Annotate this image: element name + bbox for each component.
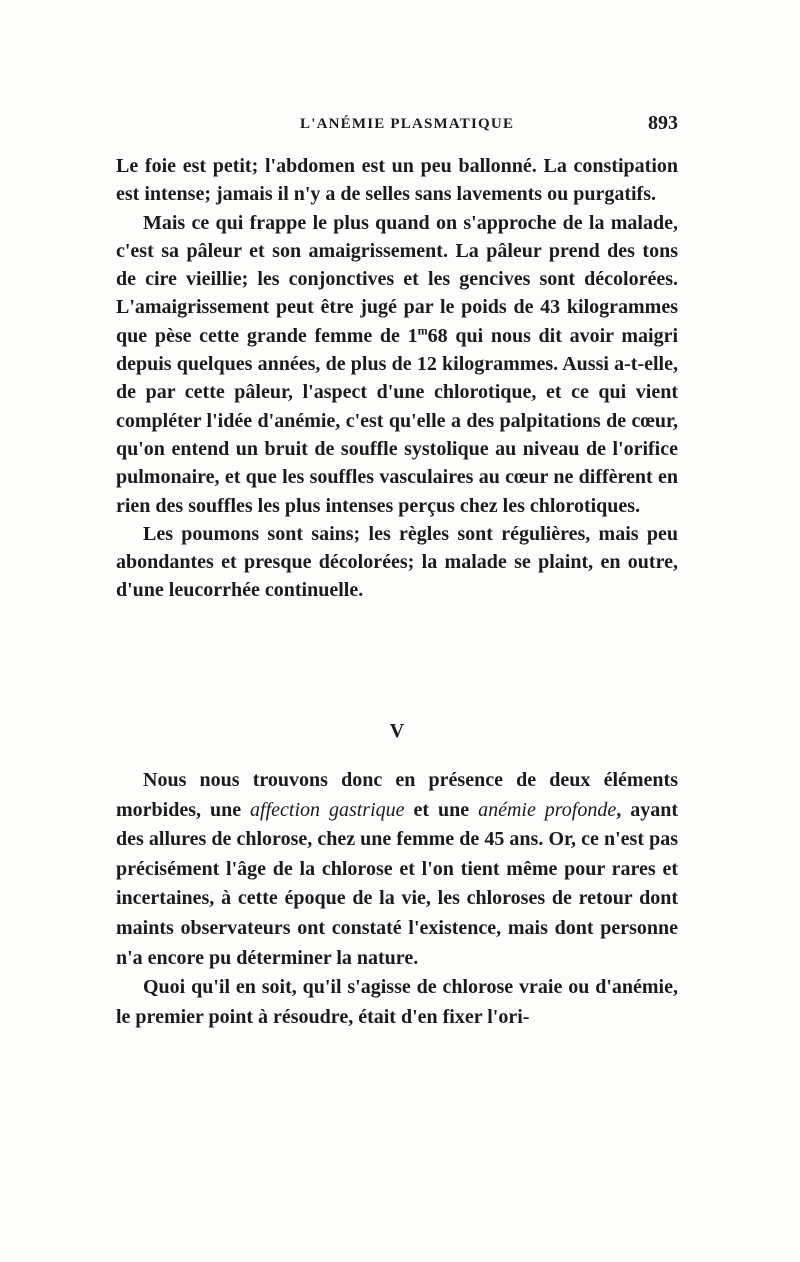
paragraph-lungs: Les poumons sont sains; les règles sont régulières, mais peu abondantes et presque décolorées; la malade se plaint, en outre, d'une leucorrhée continuelle. (116, 522, 678, 602)
paragraph-elements (116, 766, 678, 973)
paragraph-pallor (116, 209, 678, 520)
italic-gastric-affection: affection gastrique (250, 798, 405, 821)
paragraph-elements-part-1: Nous nous trouvons donc en présence de deux éléments morbides, une (116, 769, 678, 821)
section-heading: V (389, 720, 405, 742)
page-number: 893 (648, 112, 678, 134)
paragraph-liver: Le foie est petit; l'abdomen est un peu ballonné. La constipation est intense; jamais il n'y a de selles sans lavements ou purgatifs. (116, 155, 678, 206)
paragraph-elements-part-2: et une (404, 798, 479, 821)
paragraph-elements-part-3: , ayant des allures de chlorose, chez une femme de 45 ans. Or, ce n'est pas précisément l'âge de la chlorose et l'on tient même pour rares et incertaines, à cette époque de la vie, les chloroses de retour dont maints observateurs ont constaté l'existence, mais dont personne n'a encore pu déterminer la nature. (116, 798, 678, 969)
paragraph-origin: Quoi qu'il en soit, qu'il s'agisse de chlorose vraie ou d'anémie, le premier point à résoudre, était d'en fixer l'ori- (116, 976, 678, 1028)
running-header (116, 112, 678, 142)
paragraph-pallor-part-1: Mais ce qui frappe le plus quand on s'approche de la malade, c'est sa pâleur et son amaigrissement. La pâleur prend des tons de cire vieillie; les conjonctives et les gencives sont décolorées. L'amaigrissement peut être jugé par le poids de 43 kilogrammes que pèse cette grande femme de 1 (116, 211, 678, 347)
unit-superscript: m (417, 323, 428, 338)
section-1-text (116, 152, 678, 605)
section-2-text (116, 766, 678, 1032)
italic-deep-anemia: anémie profonde (478, 798, 617, 821)
running-title: L'ANÉMIE PLASMATIQUE (300, 116, 515, 132)
paragraph-pallor-part-2: 68 qui nous dit avoir maigri depuis quelques années, de plus de 12 kilogrammes. Aussi a-t-elle, de par cette pâleur, l'aspect d'une chlorotique, et ce qui vient compléter l'idée d'anémie, c'est qu'elle a des palpitations de cœur, qu'on entend un bruit de souffle systolique au niveau de l'orifice pulmonaire, et que les souffles vasculaires au cœur ne diffèrent en rien des souffles les plus intenses perçus chez les chlorotiques. (116, 324, 679, 517)
